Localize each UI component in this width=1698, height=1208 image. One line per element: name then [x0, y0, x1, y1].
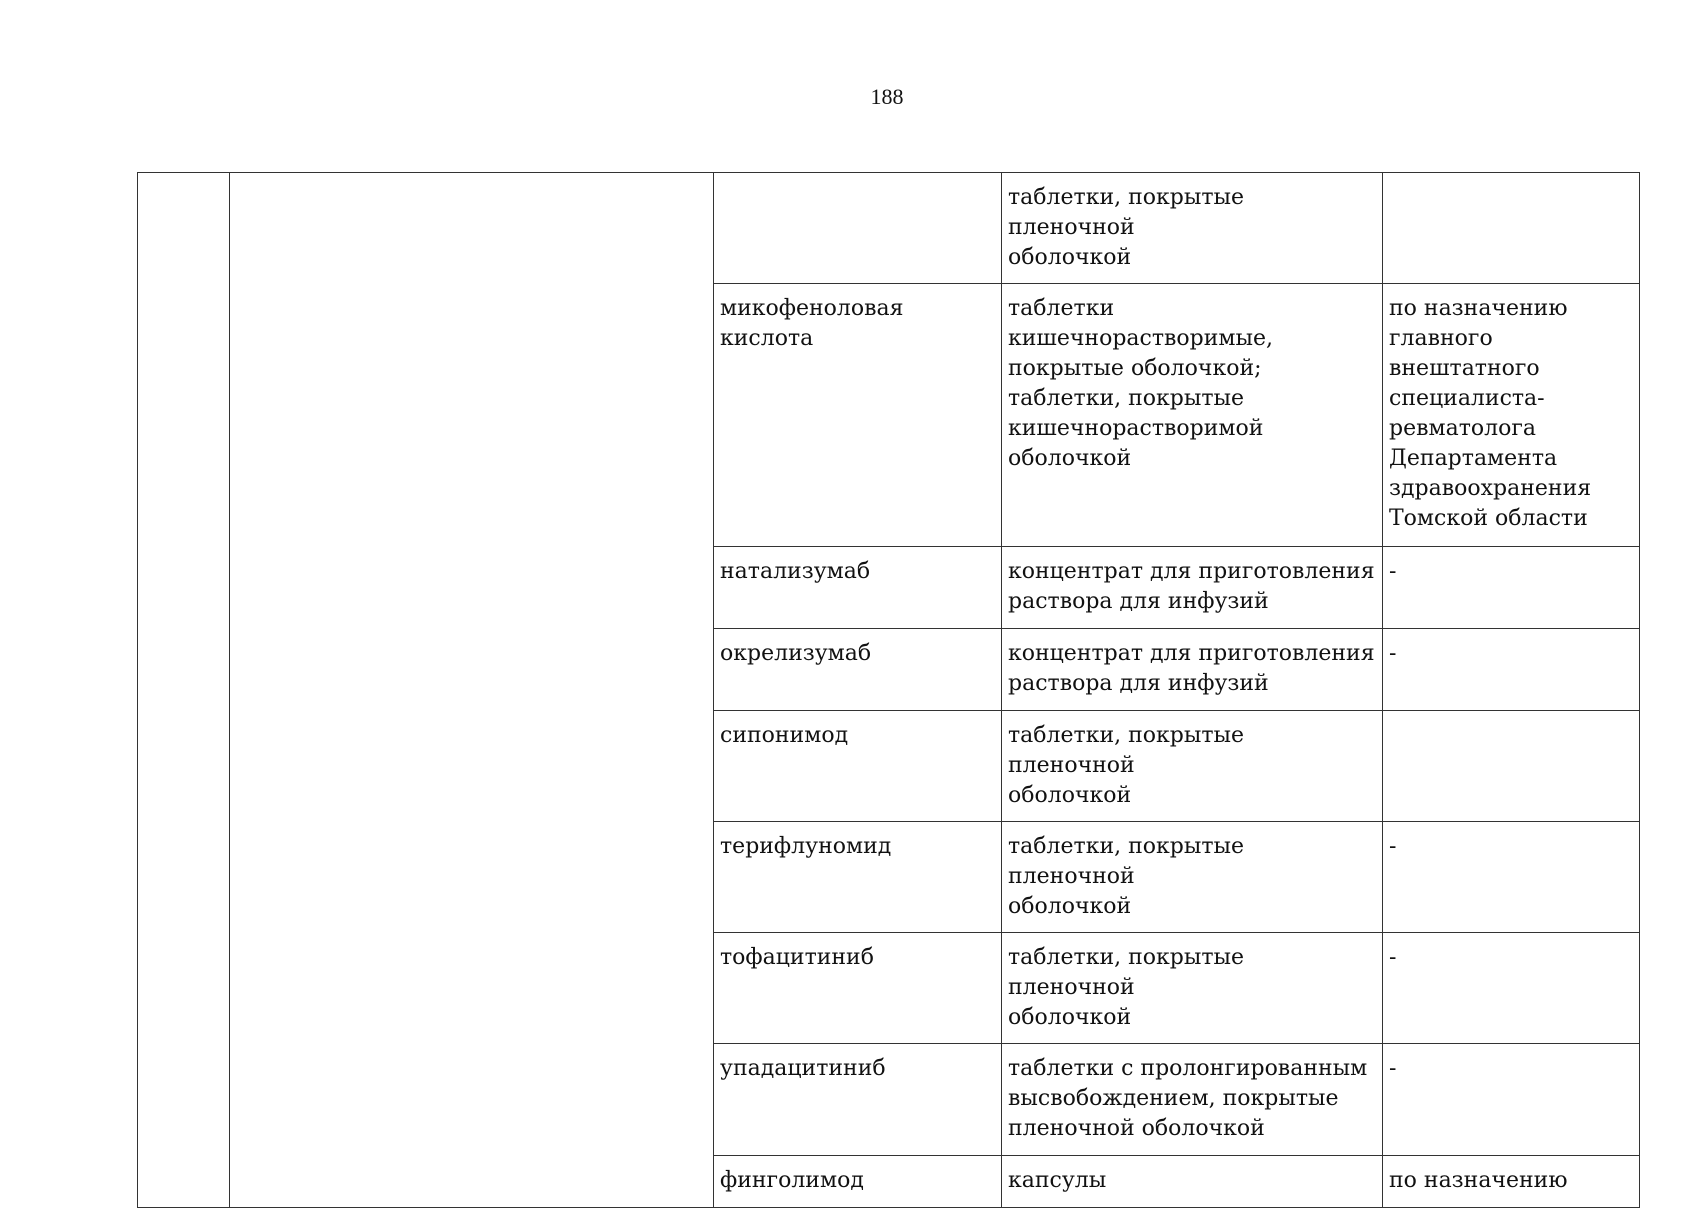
dosage-form-cell: концентрат для приготовления раствора для инфузий: [1002, 547, 1383, 629]
dosage-form-cell: концентрат для приготовления раствора для инфузий: [1002, 629, 1383, 711]
note-cell: -: [1383, 547, 1640, 629]
drug-name-cell: натализумаб: [714, 547, 1002, 629]
note-cell: -: [1383, 822, 1640, 933]
note-cell: -: [1383, 933, 1640, 1044]
note-cell: -: [1383, 629, 1640, 711]
dosage-form-cell: капсулы: [1002, 1156, 1383, 1208]
dosage-form-cell: таблетки, покрытые пленочной оболочкой: [1002, 933, 1383, 1044]
note-cell: -: [1383, 1044, 1640, 1156]
drug-name-cell: упадацитиниб: [714, 1044, 1002, 1156]
note-cell: по назначению: [1383, 1156, 1640, 1208]
note-cell: [1383, 711, 1640, 822]
table-row: [138, 173, 1640, 284]
drug-name-cell: финголимод: [714, 1156, 1002, 1208]
page-number: 188: [870, 84, 904, 109]
group-cell: [230, 173, 714, 1208]
drug-name-cell: окрелизумаб: [714, 629, 1002, 711]
dosage-form-cell: таблетки, покрытые пленочной оболочкой: [1002, 173, 1383, 284]
dosage-form-cell: таблетки, покрытые пленочной оболочкой: [1002, 822, 1383, 933]
drug-name-cell: [714, 173, 1002, 284]
drug-name-cell: тофацитиниб: [714, 933, 1002, 1044]
dosage-form-cell: таблетки кишечнорастворимые, покрытые оболочкой; таблетки, покрытые кишечнорастворимой оболочкой: [1002, 284, 1383, 547]
drug-table: [137, 172, 1640, 1208]
note-cell: по назначению главного внештатного специалиста- ревматолога Департамента здравоохранения Томской области: [1383, 284, 1640, 547]
dosage-form-cell: таблетки с пролонгированным высвобождением, покрытые пленочной оболочкой: [1002, 1044, 1383, 1156]
code-cell: [138, 173, 230, 1208]
note-cell: [1383, 173, 1640, 284]
dosage-form-cell: таблетки, покрытые пленочной оболочкой: [1002, 711, 1383, 822]
drug-name-cell: терифлуномид: [714, 822, 1002, 933]
drug-name-cell: микофеноловая кислота: [714, 284, 1002, 547]
drug-name-cell: сипонимод: [714, 711, 1002, 822]
